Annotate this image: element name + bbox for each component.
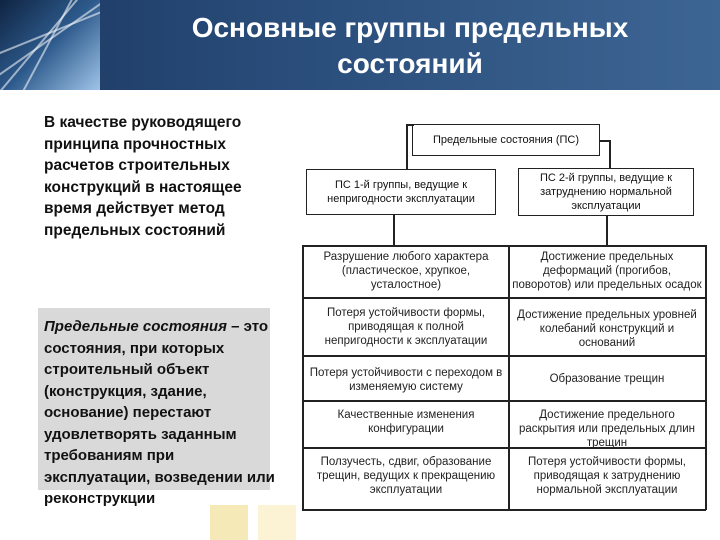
- group2-item: Достижение предельного раскрытия или предельных длин трещин: [518, 409, 696, 449]
- group1-item: Потеря устойчивости с переходом в изменяемую систему: [309, 367, 503, 393]
- connector: [406, 124, 408, 170]
- group1-item: Разрушение любого характера (пластическое, хрупкое, усталостное): [323, 251, 489, 291]
- slide-title-line-1: Основные группы предельных: [191, 12, 629, 43]
- slide-title-line-2: состояний: [337, 48, 483, 79]
- connector: [606, 216, 608, 245]
- table-line: [302, 355, 706, 357]
- title-banner: [0, 0, 720, 90]
- group2-item: Достижение предельных уровней колебаний конструкций и оснований: [517, 309, 697, 349]
- decor-square: [210, 505, 248, 540]
- table-line: [302, 400, 706, 402]
- group2-box: [518, 168, 694, 216]
- table-line: [302, 245, 706, 247]
- table-line: [302, 245, 304, 510]
- table-line: [302, 297, 706, 299]
- group1-item: Качественные изменения конфигурации: [337, 409, 475, 435]
- root-label: Предельные состояния (ПС): [432, 134, 579, 146]
- definition-text: [44, 316, 279, 510]
- header-logo-image: [0, 0, 100, 90]
- table-line: [705, 245, 707, 510]
- definition-term: Предельные состояния –: [44, 318, 240, 335]
- table-line: [302, 509, 706, 511]
- group1-item: Потеря устойчивости формы, приводящая к полной непригодности к эксплуатации: [324, 307, 488, 347]
- root-box: [412, 124, 600, 156]
- definition-body: это состояния, при которых строительный объект (конструкция, здание, основание) перестают удовлетворять заданным требованиям при эксплуатации, возведении или реконструкции: [44, 318, 275, 507]
- group1-box: [306, 169, 496, 215]
- group1-item: Ползучесть, сдвиг, образование трещин, ведущих к прекращению эксплуатации: [316, 456, 496, 496]
- slide-title: [100, 10, 720, 82]
- group1-label: ПС 1-й группы, ведущие к непригодности эксплуатации: [327, 179, 475, 205]
- table-line: [508, 245, 510, 510]
- intro-text: В качестве руководящего принципа прочностных расчетов строительных конструкций в настоящее время действует метод предельных состояний: [44, 114, 242, 239]
- group2-item: Образование трещин: [549, 373, 665, 385]
- connector: [609, 140, 611, 168]
- group2-item: Потеря устойчивости формы, приводящая к затруднению нормальной эксплуатации: [527, 456, 686, 496]
- decor-square: [258, 505, 296, 540]
- group2-label: ПС 2-й группы, ведущие к затруднению нормальной эксплуатации: [539, 172, 673, 212]
- connector: [393, 215, 395, 245]
- group2-item: Достижение предельных деформаций (прогибов, поворотов) или предельных осадок: [512, 251, 702, 291]
